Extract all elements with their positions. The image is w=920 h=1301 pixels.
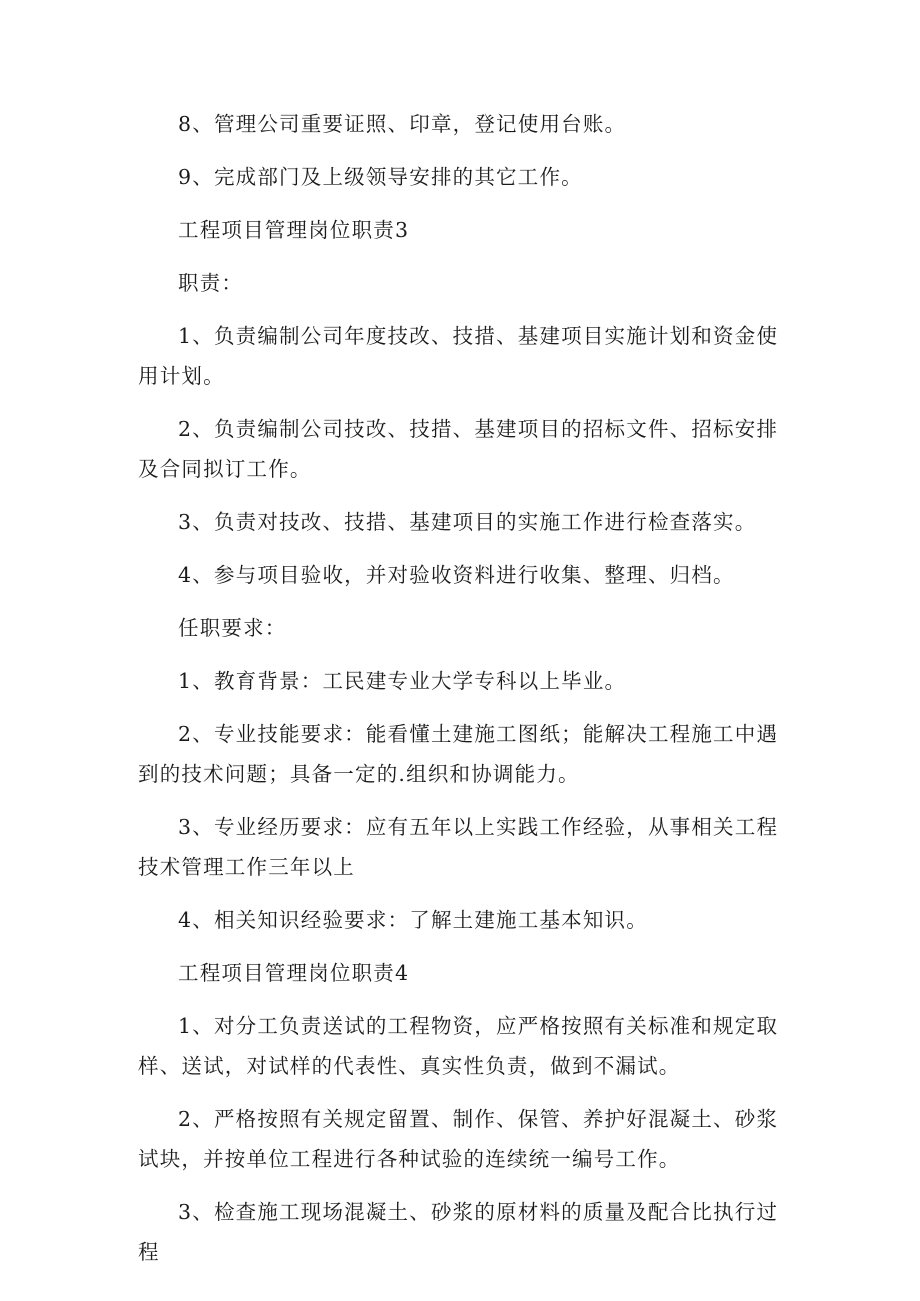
section-heading-3: 工程项目管理岗位职责3 — [178, 218, 410, 242]
requirement-item-3: 3、专业经历要求：应有五年以上实践工作经验，从事相关工程技术管理工作三年以上 — [138, 815, 779, 879]
requirement-item-1: 1、教育背景：工民建专业大学专科以上毕业。 — [178, 669, 627, 693]
duty-item-3: 3、负责对技改、技措、基建项目的实施工作进行检查落实。 — [178, 510, 757, 534]
section-heading-4: 工程项目管理岗位职责4 — [178, 961, 410, 985]
section4-item-2: 2、严格按照有关规定留置、制作、保管、养护好混凝土、砂浆试块，并按单位工程进行各种试验的连续统一编号工作。 — [138, 1107, 779, 1171]
duty-item-2: 2、负责编制公司技改、技措、基建项目的招标文件、招标安排及合同拟订工作。 — [138, 417, 779, 481]
duty-item-1: 1、负责编制公司年度技改、技措、基建项目实施计划和资金使用计划。 — [138, 324, 779, 388]
list-item-8: 8、管理公司重要证照、印章，登记使用台账。 — [178, 112, 627, 136]
section4-item-1: 1、对分工负责送试的工程物资，应严格按照有关标准和规定取样、送试，对试样的代表性、真实性负责，做到不漏试。 — [138, 1014, 779, 1078]
requirement-item-4: 4、相关知识经验要求：了解土建施工基本知识。 — [178, 908, 648, 932]
list-item-9: 9、完成部门及上级领导安排的其它工作。 — [178, 165, 583, 189]
duties-label: 职责： — [178, 271, 244, 295]
requirements-label: 任职要求： — [178, 616, 287, 640]
requirement-item-2: 2、专业技能要求：能看懂土建施工图纸；能解决工程施工中遇到的技术问题；具备一定的.组织和协调能力。 — [138, 722, 779, 786]
document-body — [138, 104, 790, 1285]
section4-item-3: 3、检查施工现场混凝土、砂浆的原材料的质量及配合比执行过程 — [138, 1200, 779, 1264]
duty-item-4: 4、参与项目验收，并对验收资料进行收集、整理、归档。 — [178, 563, 735, 587]
